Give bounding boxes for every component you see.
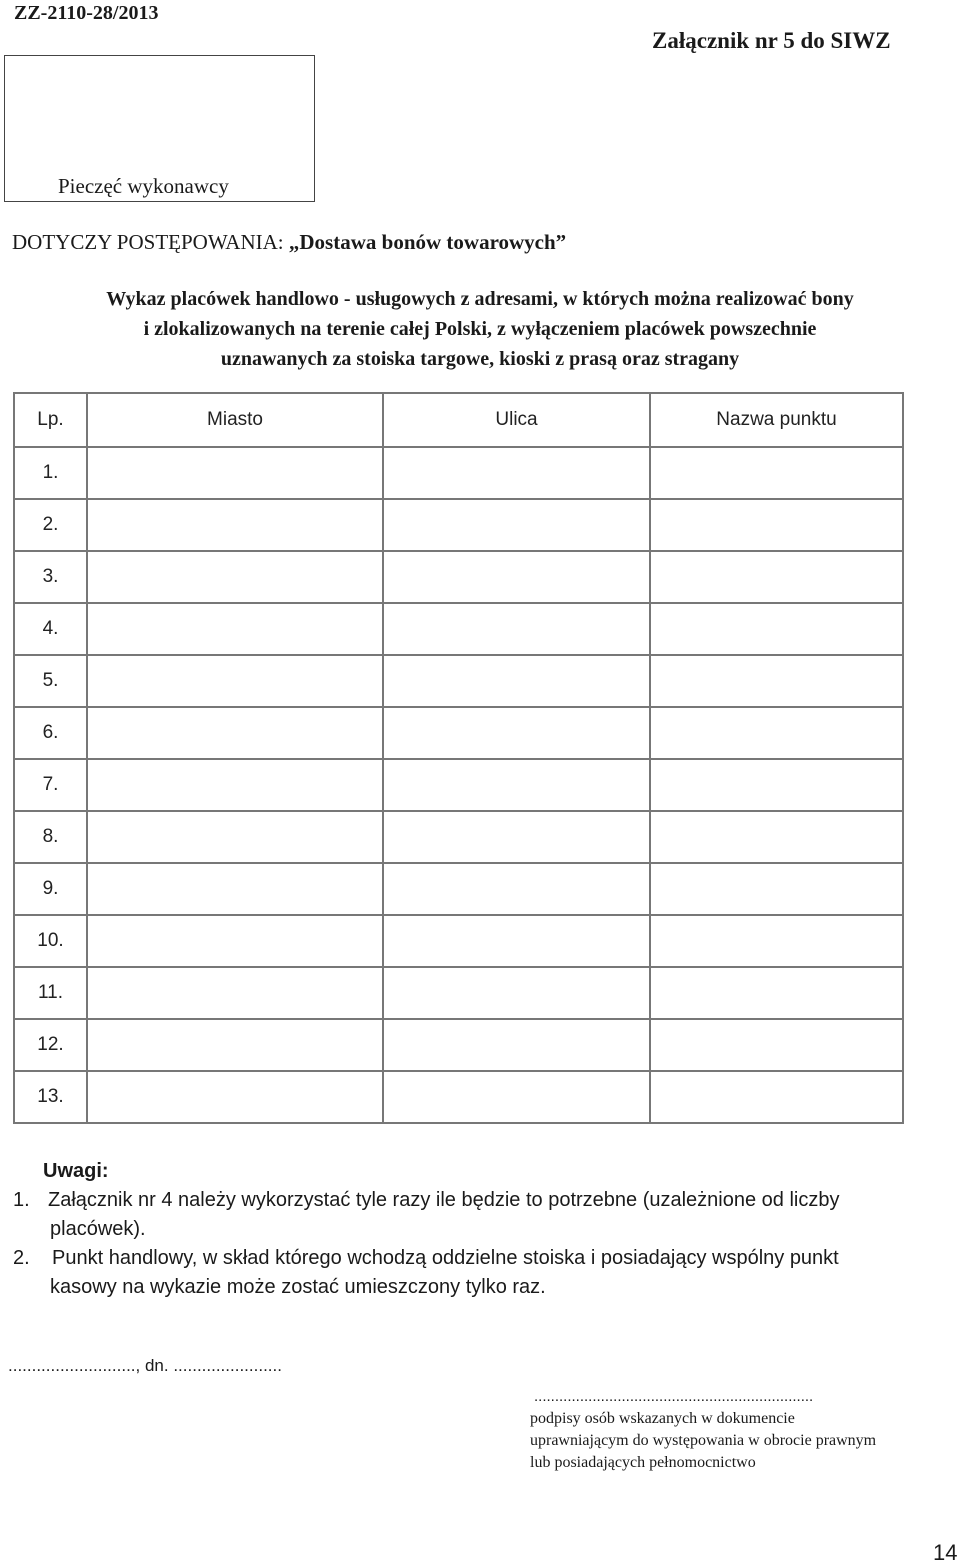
contractor-stamp-box — [4, 55, 315, 202]
street-cell[interactable] — [383, 551, 650, 603]
remark-line: placówek). — [50, 1218, 146, 1240]
city-cell[interactable] — [87, 759, 383, 811]
place-date-line: ..........................., dn. ....................... — [8, 1356, 282, 1375]
street-cell[interactable] — [383, 707, 650, 759]
street-cell[interactable] — [383, 447, 650, 499]
street-cell[interactable] — [383, 915, 650, 967]
table-row — [14, 967, 903, 1019]
row-number-cell: 10. — [14, 915, 87, 967]
city-cell[interactable] — [87, 603, 383, 655]
page-number: 14 — [933, 1540, 958, 1565]
table-row — [14, 1019, 903, 1071]
outlet-name-cell[interactable] — [650, 811, 903, 863]
table-row — [14, 707, 903, 759]
column-header-outlet-name: Nazwa punktu — [650, 393, 903, 447]
table-row — [14, 447, 903, 499]
signature-caption-line: uprawniającym do występowania w obrocie prawnym — [530, 1432, 877, 1449]
signature-dotted-line: ................................................................... — [534, 1388, 814, 1405]
remark-number: 1. — [13, 1189, 30, 1211]
row-number-cell: 9. — [14, 863, 87, 915]
heading-line: Wykaz placówek handlowo - usługowych z adresami, w których można realizować bony — [106, 288, 854, 310]
table-row — [14, 551, 903, 603]
table-row — [14, 1071, 903, 1123]
outlet-name-cell[interactable] — [650, 551, 903, 603]
city-cell[interactable] — [87, 967, 383, 1019]
city-cell[interactable] — [87, 863, 383, 915]
row-number-cell: 6. — [14, 707, 87, 759]
procedure-subject — [12, 230, 566, 255]
outlets-table — [13, 392, 904, 1124]
row-number-cell: 4. — [14, 603, 87, 655]
outlet-name-cell[interactable] — [650, 603, 903, 655]
row-number-cell: 2. — [14, 499, 87, 551]
street-cell[interactable] — [383, 967, 650, 1019]
procedure-prefix: DOTYCZY POSTĘPOWANIA: — [12, 230, 289, 254]
procedure-title: „Dostawa bonów towarowych” — [288, 230, 567, 254]
city-cell[interactable] — [87, 1019, 383, 1071]
table-row — [14, 499, 903, 551]
row-number-cell: 7. — [14, 759, 87, 811]
stamp-label: Pieczęć wykonawcy — [58, 174, 229, 198]
remarks-title: Uwagi: — [43, 1160, 109, 1182]
outlet-name-cell[interactable] — [650, 967, 903, 1019]
row-number-cell: 5. — [14, 655, 87, 707]
column-header-city: Miasto — [87, 393, 383, 447]
city-cell[interactable] — [87, 707, 383, 759]
row-number-cell: 8. — [14, 811, 87, 863]
reference-number: ZZ-2110-28/2013 — [14, 2, 159, 24]
outlet-name-cell[interactable] — [650, 707, 903, 759]
street-cell[interactable] — [383, 1071, 650, 1123]
outlet-name-cell[interactable] — [650, 655, 903, 707]
outlet-name-cell[interactable] — [650, 499, 903, 551]
row-number-cell: 12. — [14, 1019, 87, 1071]
city-cell[interactable] — [87, 499, 383, 551]
heading-line: i zlokalizowanych na terenie całej Polski, z wyłączeniem placówek powszechnie — [143, 318, 817, 340]
remark-text — [50, 1186, 960, 1244]
signature-caption-line: podpisy osób wskazanych w dokumencie — [530, 1410, 795, 1427]
row-number-cell: 3. — [14, 551, 87, 603]
remark-number: 2. — [13, 1247, 30, 1269]
column-header-lp: Lp. — [14, 393, 87, 447]
city-cell[interactable] — [87, 915, 383, 967]
outlet-name-cell[interactable] — [650, 759, 903, 811]
city-cell[interactable] — [87, 655, 383, 707]
row-number-cell: 13. — [14, 1071, 87, 1123]
outlet-name-cell[interactable] — [650, 1019, 903, 1071]
signature-caption-line: lub posiadających pełnomocnictwo — [530, 1454, 756, 1471]
outlet-name-cell[interactable] — [650, 915, 903, 967]
column-header-street: Ulica — [383, 393, 650, 447]
remark-text — [50, 1244, 960, 1302]
table-row — [14, 863, 903, 915]
row-number-cell: 11. — [14, 967, 87, 1019]
annex-title: Załącznik nr 5 do SIWZ — [652, 28, 891, 53]
street-cell[interactable] — [383, 863, 650, 915]
street-cell[interactable] — [383, 1019, 650, 1071]
remark-line: Punkt handlowy, w skład którego wchodzą oddzielne stoiska i posiadający wspólny punkt — [52, 1247, 839, 1269]
remark-line: Załącznik nr 4 należy wykorzystać tyle razy ile będzie to potrzebne (uzależnione od liczby — [48, 1189, 840, 1211]
table-row — [14, 603, 903, 655]
outlet-name-cell[interactable] — [650, 863, 903, 915]
table-row — [14, 759, 903, 811]
signature-caption — [530, 1408, 876, 1474]
table-row — [14, 811, 903, 863]
table-header-row — [14, 393, 903, 447]
street-cell[interactable] — [383, 811, 650, 863]
remark-line: kasowy na wykazie może zostać umieszczony tylko raz. — [50, 1276, 546, 1298]
street-cell[interactable] — [383, 499, 650, 551]
table-row — [14, 915, 903, 967]
city-cell[interactable] — [87, 811, 383, 863]
city-cell[interactable] — [87, 551, 383, 603]
city-cell[interactable] — [87, 447, 383, 499]
outlet-name-cell[interactable] — [650, 447, 903, 499]
outlet-name-cell[interactable] — [650, 1071, 903, 1123]
row-number-cell: 1. — [14, 447, 87, 499]
document-heading — [0, 284, 960, 374]
city-cell[interactable] — [87, 1071, 383, 1123]
street-cell[interactable] — [383, 603, 650, 655]
heading-line: uznawanych za stoiska targowe, kioski z prasą oraz stragany — [220, 348, 740, 370]
street-cell[interactable] — [383, 759, 650, 811]
street-cell[interactable] — [383, 655, 650, 707]
table-row — [14, 655, 903, 707]
